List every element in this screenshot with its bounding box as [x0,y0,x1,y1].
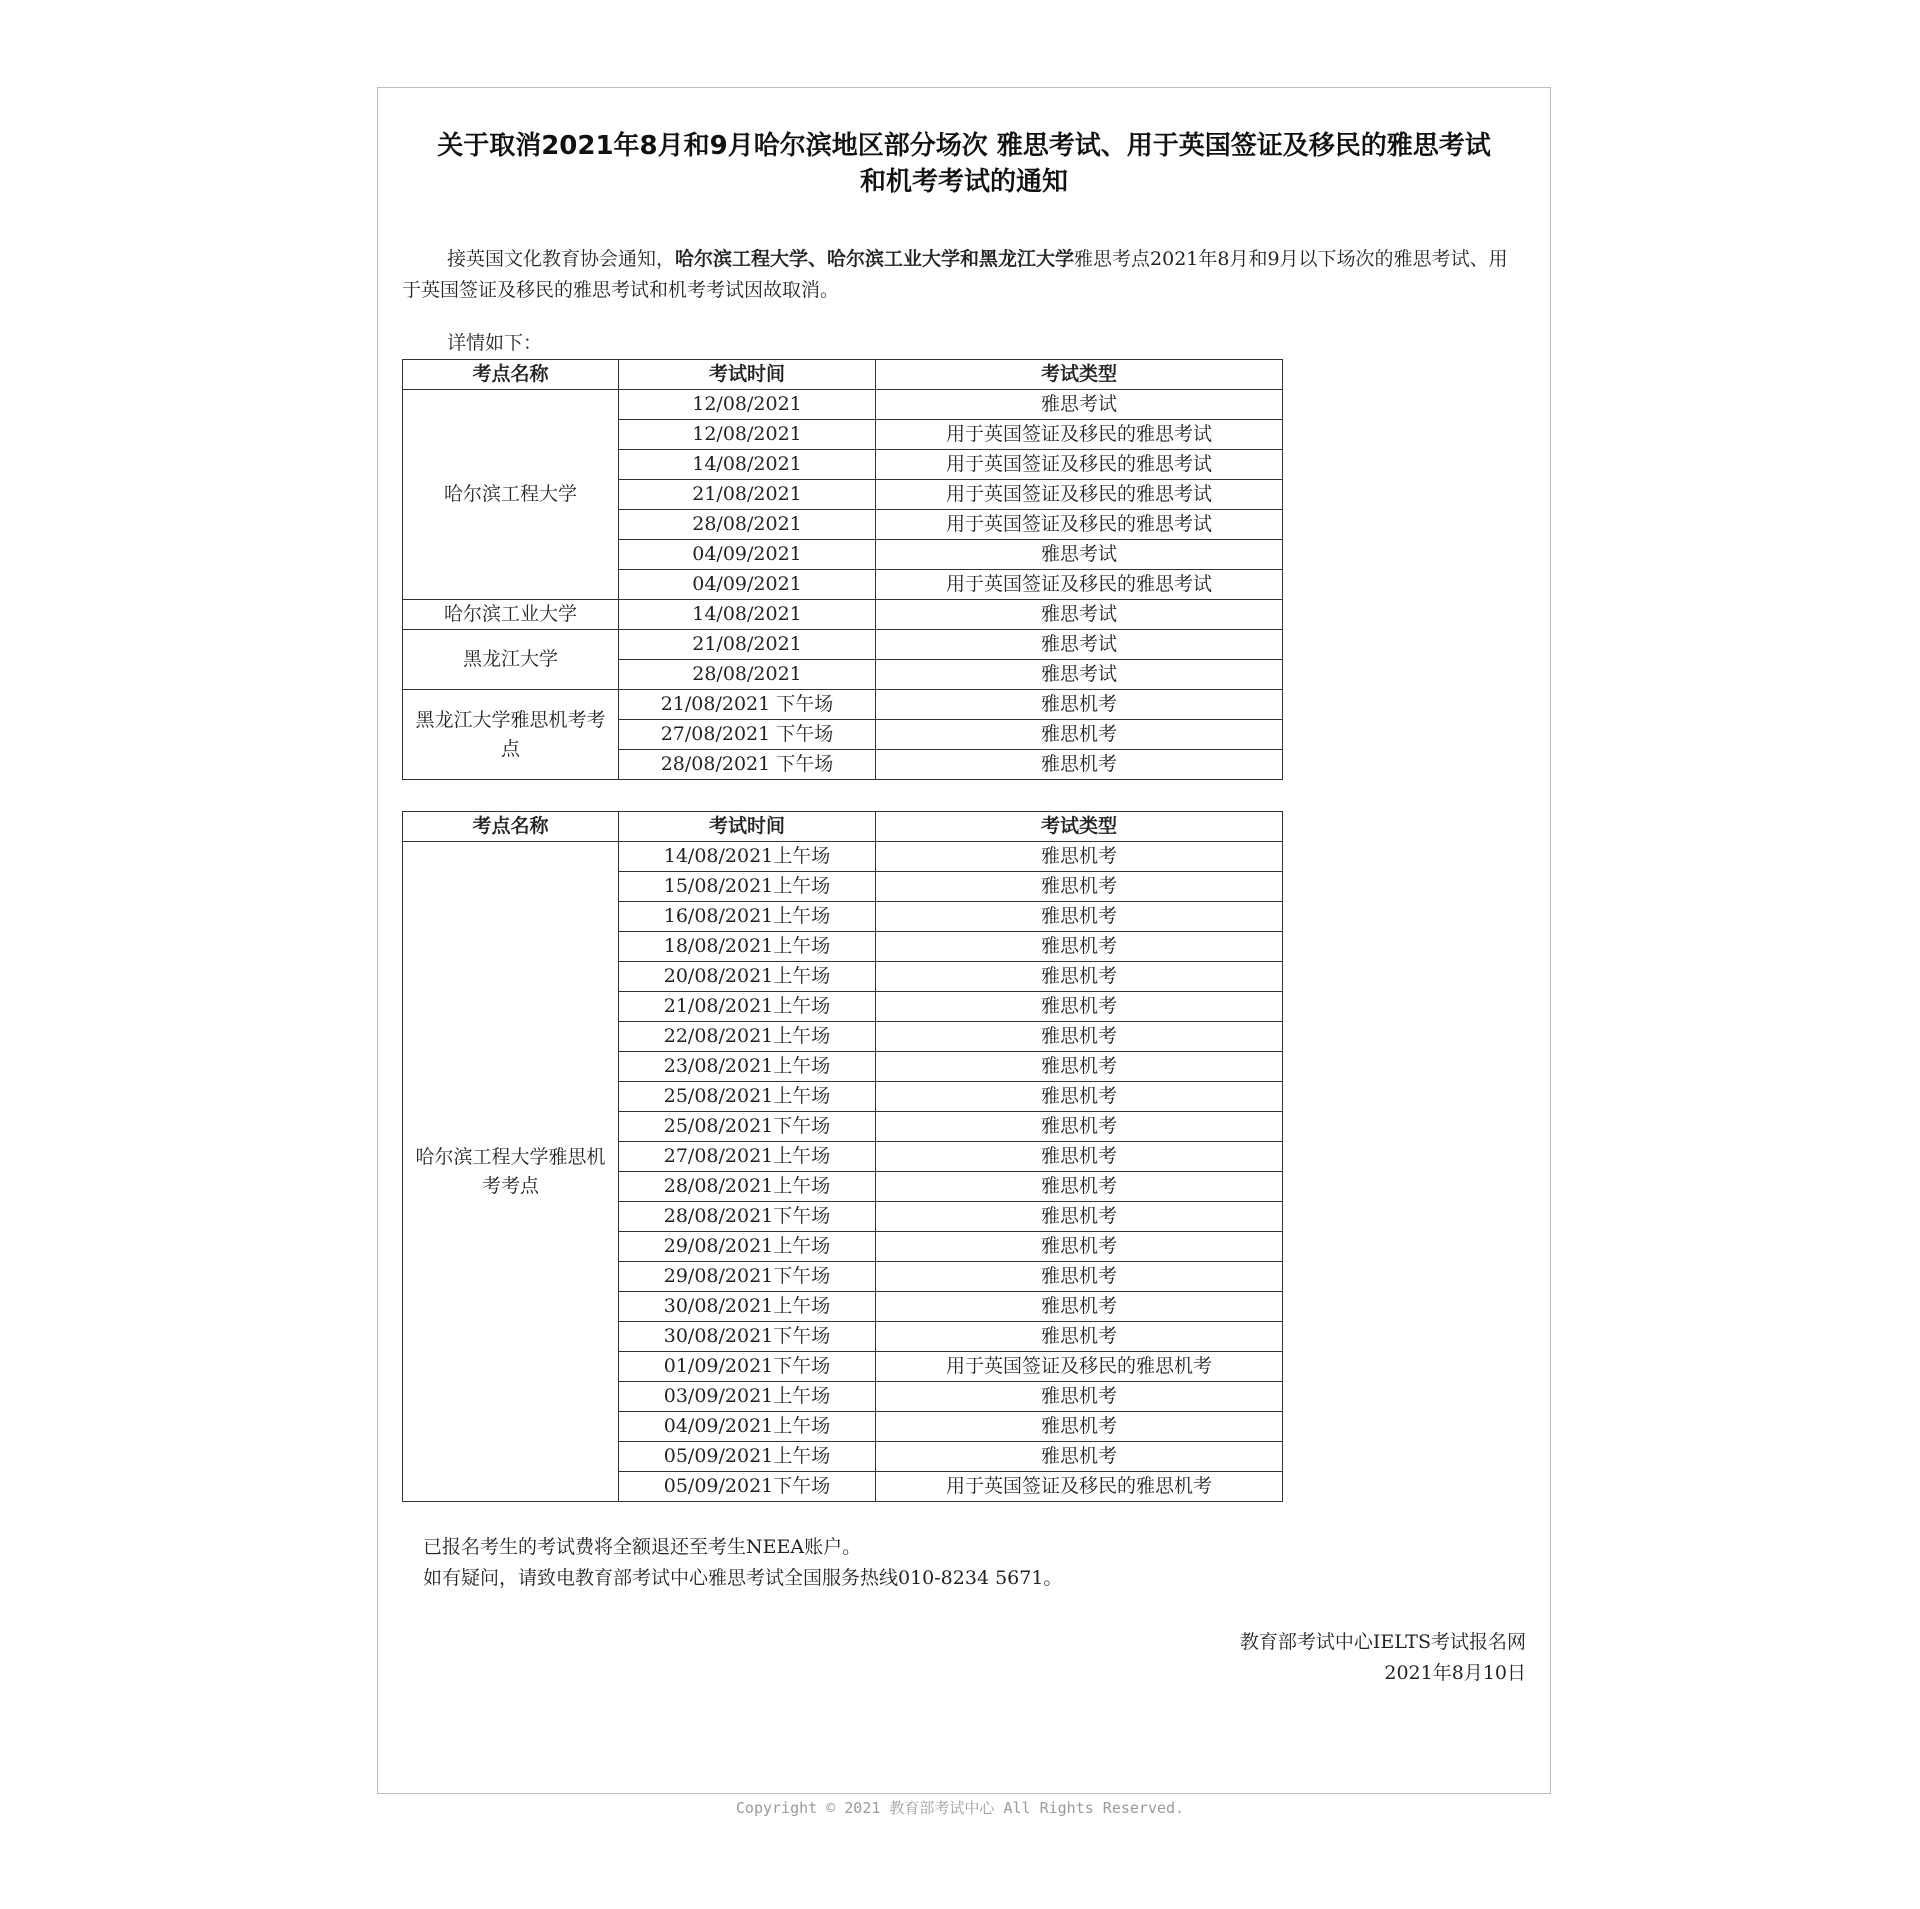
copyright-footer: Copyright © 2021 教育部考试中心 All Rights Reserved. [735,1799,1185,1817]
exam-time-cell: 14/08/2021 [619,600,876,630]
exam-time-cell: 14/08/2021 [619,450,876,480]
title-line-1: 关于取消2021年8月和9月哈尔滨地区部分场次 雅思考试、用于英国签证及移民的雅思考试 [437,131,1491,161]
exam-type-cell: 雅思机考 [876,1082,1283,1112]
venue-cell: 黑龙江大学雅思机考考点 [403,690,619,780]
exam-type-cell: 雅思机考 [876,1052,1283,1082]
venue-cell: 黑龙江大学 [403,630,619,690]
exam-type-cell: 雅思机考 [876,1412,1283,1442]
exam-time-cell: 04/09/2021 [619,540,876,570]
exam-type-cell: 雅思机考 [876,902,1283,932]
exam-time-cell: 28/08/2021 [619,510,876,540]
closing-section [378,1532,1550,1594]
exam-type-cell: 雅思考试 [876,390,1283,420]
exam-type-cell: 雅思机考 [876,1262,1283,1292]
notice-title [418,128,1510,200]
notice-card [377,87,1551,1794]
contact-text: 如有疑问，请致电教育部考试中心雅思考试全国服务热线010-8234 5671。 [423,1567,1063,1589]
table-header-row [403,360,1283,390]
venue-cell: 哈尔滨工程大学 [403,390,619,600]
table-header-row [403,812,1283,842]
exam-time-cell: 22/08/2021上午场 [619,1022,876,1052]
exam-time-cell: 21/08/2021 [619,630,876,660]
exam-time-cell: 28/08/2021下午场 [619,1202,876,1232]
signature-date: 2021年8月10日 [1384,1662,1526,1684]
exam-time-cell: 04/09/2021 [619,570,876,600]
intro-venues: 哈尔滨工程大学、哈尔滨工业大学和黑龙江大学 [675,248,1075,270]
table-row [403,600,1283,630]
table-row [403,690,1283,720]
exam-time-cell: 29/08/2021上午场 [619,1232,876,1262]
details-label: 详情如下： [447,332,543,354]
venue-cell: 哈尔滨工程大学雅思机考考点 [403,842,619,1502]
exam-type-cell: 雅思机考 [876,1322,1283,1352]
exam-type-cell: 雅思机考 [876,1172,1283,1202]
exam-time-cell: 28/08/2021上午场 [619,1172,876,1202]
cancellation-table-1 [402,359,1283,780]
exam-time-cell: 28/08/2021 [619,660,876,690]
exam-time-cell: 18/08/2021上午场 [619,932,876,962]
exam-time-cell: 21/08/2021 下午场 [619,690,876,720]
exam-type-cell: 雅思考试 [876,540,1283,570]
exam-time-cell: 16/08/2021上午场 [619,902,876,932]
exam-time-cell: 03/09/2021上午场 [619,1382,876,1412]
exam-type-cell: 雅思机考 [876,932,1283,962]
exam-type-cell: 雅思机考 [876,1442,1283,1472]
exam-type-cell: 雅思机考 [876,1202,1283,1232]
exam-time-cell: 21/08/2021 [619,480,876,510]
exam-type-cell: 用于英国签证及移民的雅思机考 [876,1472,1283,1502]
signature-org: 教育部考试中心IELTS考试报名网 [1239,1631,1526,1653]
exam-type-cell: 雅思机考 [876,750,1283,780]
exam-time-cell: 14/08/2021上午场 [619,842,876,872]
table-row [403,630,1283,660]
refund-text: 已报名考生的考试费将全额退还至考生NEEA账户。 [423,1536,862,1558]
venue-cell: 哈尔滨工业大学 [403,600,619,630]
exam-type-cell: 用于英国签证及移民的雅思考试 [876,450,1283,480]
header-time: 考试时间 [619,812,876,842]
exam-type-cell: 雅思机考 [876,992,1283,1022]
exam-time-cell: 15/08/2021上午场 [619,872,876,902]
exam-type-cell: 雅思机考 [876,690,1283,720]
table-row [403,390,1283,420]
exam-time-cell: 30/08/2021下午场 [619,1322,876,1352]
header-type: 考试类型 [876,360,1283,390]
title-line-2: 和机考考试的通知 [859,167,1068,197]
intro-prefix: 接英国文化教育协会通知， [447,248,676,270]
exam-type-cell: 雅思考试 [876,630,1283,660]
exam-type-cell: 用于英国签证及移民的雅思机考 [876,1352,1283,1382]
exam-type-cell: 雅思考试 [876,600,1283,630]
exam-type-cell: 雅思机考 [876,962,1283,992]
exam-type-cell: 用于英国签证及移民的雅思考试 [876,570,1283,600]
exam-type-cell: 雅思机考 [876,1232,1283,1262]
exam-type-cell: 雅思机考 [876,1022,1283,1052]
exam-type-cell: 雅思机考 [876,1292,1283,1322]
exam-time-cell: 25/08/2021上午场 [619,1082,876,1112]
intro-suffix: 雅思考点2021年8月和9月以下场次的雅思考试、用于英国签证及移民的雅思考试和机考考试因故取消。 [402,248,1508,301]
exam-time-cell: 12/08/2021 [619,390,876,420]
exam-time-cell: 29/08/2021下午场 [619,1262,876,1292]
exam-type-cell: 雅思机考 [876,1142,1283,1172]
exam-type-cell: 雅思机考 [876,720,1283,750]
header-time: 考试时间 [619,360,876,390]
exam-type-cell: 雅思考试 [876,660,1283,690]
header-venue: 考点名称 [403,360,619,390]
header-type: 考试类型 [876,812,1283,842]
exam-type-cell: 用于英国签证及移民的雅思考试 [876,480,1283,510]
exam-time-cell: 27/08/2021上午场 [619,1142,876,1172]
exam-time-cell: 21/08/2021上午场 [619,992,876,1022]
exam-time-cell: 25/08/2021下午场 [619,1112,876,1142]
exam-time-cell: 30/08/2021上午场 [619,1292,876,1322]
exam-time-cell: 01/09/2021下午场 [619,1352,876,1382]
table-row [403,842,1283,872]
exam-time-cell: 27/08/2021 下午场 [619,720,876,750]
exam-time-cell: 23/08/2021上午场 [619,1052,876,1082]
exam-time-cell: 28/08/2021 下午场 [619,750,876,780]
intro-paragraph [402,244,1526,306]
exam-type-cell: 用于英国签证及移民的雅思考试 [876,510,1283,540]
exam-time-cell: 05/09/2021下午场 [619,1472,876,1502]
exam-type-cell: 雅思机考 [876,842,1283,872]
exam-time-cell: 20/08/2021上午场 [619,962,876,992]
exam-time-cell: 12/08/2021 [619,420,876,450]
exam-type-cell: 雅思机考 [876,1112,1283,1142]
signature-block [378,1627,1550,1689]
exam-type-cell: 雅思机考 [876,1382,1283,1412]
exam-time-cell: 05/09/2021上午场 [619,1442,876,1472]
exam-type-cell: 用于英国签证及移民的雅思考试 [876,420,1283,450]
header-venue: 考点名称 [403,812,619,842]
exam-type-cell: 雅思机考 [876,872,1283,902]
cancellation-table-2 [402,811,1283,1502]
exam-time-cell: 04/09/2021上午场 [619,1412,876,1442]
